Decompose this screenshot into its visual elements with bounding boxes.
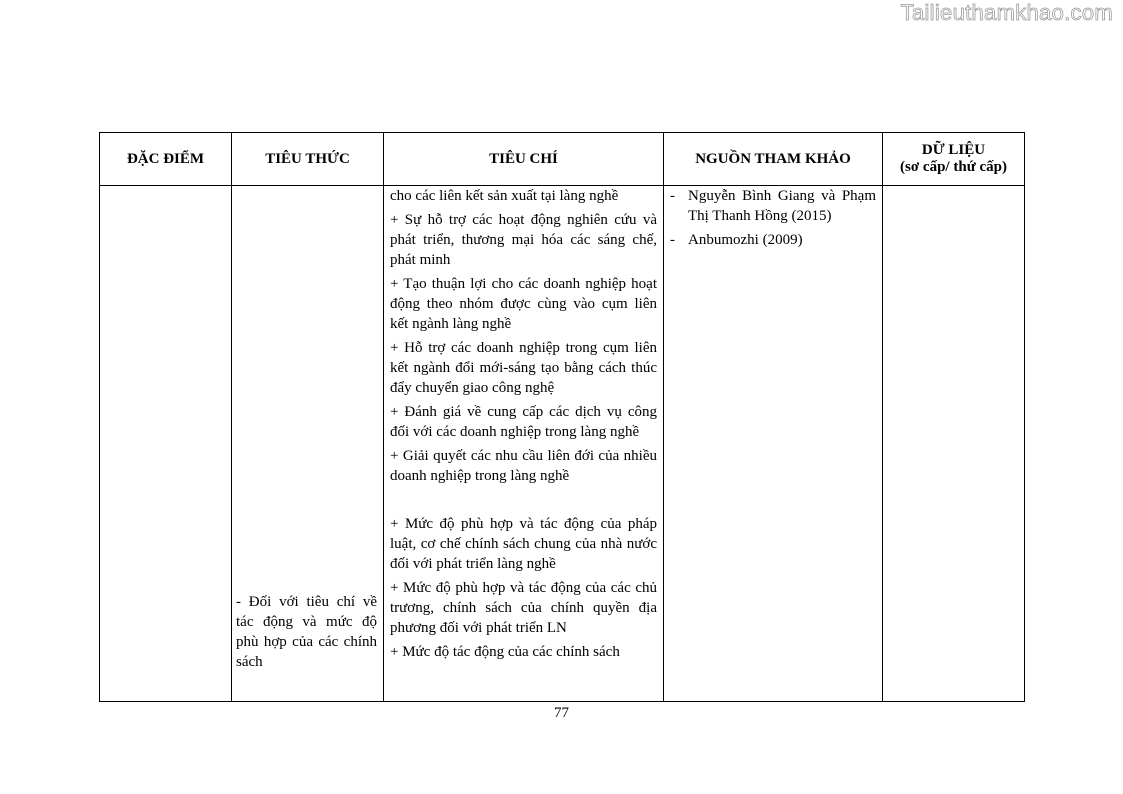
criteria-item: + Mức độ tác động của các chính sách (390, 644, 620, 660)
header-criteria-type: TIÊU THỨC (232, 133, 384, 186)
table-row (100, 186, 1025, 702)
header-sources: NGUỒN THAM KHẢO (664, 133, 883, 186)
paragraph-gap (390, 490, 657, 514)
criteria-item: + Mức độ phù hợp và tác động của pháp luật, cơ chế chính sách chung của nhà nước đối với phát triển làng nghề (390, 516, 657, 572)
source-item (670, 230, 876, 250)
criteria-item: cho các liên kết sản xuất tại làng nghề (390, 188, 619, 204)
page-number: 77 (554, 705, 569, 721)
feature-cell (100, 186, 232, 702)
criteria-item: + Mức độ phù hợp và tác động của các chủ trương, chính sách của chính quyền địa phương đối với phát triển LN (390, 580, 657, 636)
header-feature: ĐẶC ĐIỂM (100, 133, 232, 186)
source-text: Nguyễn Bình Giang và Phạm Thị Thanh Hồng (2015) (688, 188, 876, 224)
header-data-line1: DỮ LIỆU (921, 142, 986, 158)
table-header-row (100, 133, 1025, 186)
data-cell (883, 186, 1025, 702)
header-data-line2: (sơ cấp/ thứ cấp) (900, 159, 1007, 175)
criteria-cell (384, 186, 664, 702)
criteria-item: + Hỗ trợ các doanh nghiệp trong cụm liên kết ngành đổi mới-sáng tạo bằng cách thúc đẩy chuyển giao công nghệ (390, 340, 657, 396)
source-cell (664, 186, 883, 702)
source-item (670, 186, 876, 226)
criteria-item: + Giải quyết các nhu cầu liên đới của nhiều doanh nghiệp trong làng nghề (390, 448, 657, 484)
source-dash: - (670, 188, 675, 204)
criteria-type-cell (232, 186, 384, 702)
criteria-type-policy: - Đối với tiêu chí về tác động và mức độ phù hợp của các chính sách (236, 594, 377, 670)
watermark: Tailieuthamkhao.com (900, 0, 1113, 25)
source-text: Anbumozhi (2009) (688, 232, 803, 248)
header-data (883, 133, 1025, 186)
criteria-item: + Sự hỗ trợ các hoạt động nghiên cứu và phát triển, thương mại hóa các sáng chế, phát minh (390, 212, 657, 268)
criteria-item: + Tạo thuận lợi cho các doanh nghiệp hoạt động theo nhóm được cùng vào cụm liên kết ngành làng nghề (390, 276, 657, 332)
source-dash: - (670, 232, 675, 248)
criteria-table (99, 132, 1025, 702)
criteria-item: + Đánh giá về cung cấp các dịch vụ công đối với các doanh nghiệp trong làng nghề (390, 404, 657, 440)
header-criteria: TIÊU CHÍ (384, 133, 664, 186)
